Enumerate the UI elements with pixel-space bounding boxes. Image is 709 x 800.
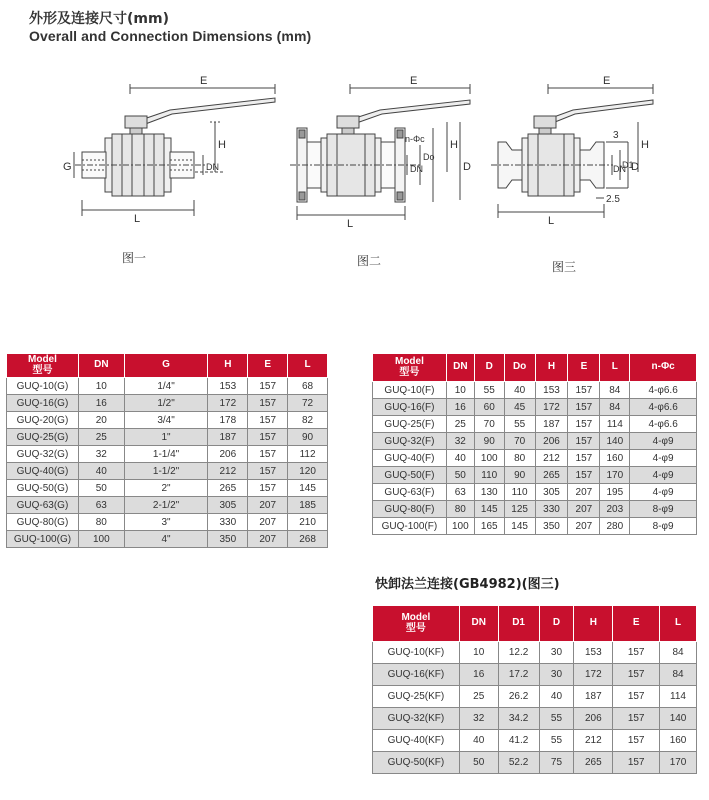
dim-label-e: E [410,75,418,87]
value-cell: 30 [539,664,574,686]
col-header-e: E [568,354,600,382]
value-cell: 52.2 [498,752,539,774]
value-cell: 63 [446,484,474,501]
model-cell: GUQ-100(F) [373,518,447,535]
value-cell: 55 [539,730,574,752]
value-cell: 50 [78,480,124,497]
value-cell: 2-1/2" [124,497,208,514]
value-cell: 170 [660,752,697,774]
value-cell: 170 [600,467,630,484]
value-cell: 178 [208,412,248,429]
value-cell: 187 [535,416,568,433]
value-cell: 157 [613,708,660,730]
model-cell: GUQ-32(KF) [373,708,460,730]
value-cell: 157 [248,463,288,480]
value-cell: 157 [613,686,660,708]
value-cell: 330 [535,501,568,518]
dim-label-e: E [603,75,611,87]
value-cell: 187 [208,429,248,446]
table-row [373,664,697,686]
table-row [7,395,328,412]
table-row [373,501,697,518]
value-cell: 90 [504,467,535,484]
value-cell: 10 [446,382,474,399]
col-header-l: L [660,606,697,642]
value-cell: 45 [504,399,535,416]
value-cell: 114 [660,686,697,708]
value-cell: 157 [248,378,288,395]
col-header-e: E [248,354,288,378]
value-cell: 84 [600,399,630,416]
dim-label-l: L [347,218,354,230]
table-row [373,484,697,501]
table-row [7,531,328,548]
value-cell: 55 [474,382,504,399]
value-cell: 40 [504,382,535,399]
model-cell: GUQ-32(F) [373,433,447,450]
value-cell: 40 [446,450,474,467]
model-cell: GUQ-50(G) [7,480,79,497]
col-header-e: E [613,606,660,642]
value-cell: 3" [124,514,208,531]
value-cell: 75 [539,752,574,774]
value-cell: 72 [288,395,328,412]
figure-3-label: 图三 [552,260,577,274]
table-row [373,518,697,535]
flanged-spec-table [372,353,697,535]
value-cell: 1" [124,429,208,446]
value-cell: 4-φ6.6 [630,399,697,416]
value-cell: 16 [459,664,498,686]
table-row [7,480,328,497]
model-cell: GUQ-63(F) [373,484,447,501]
value-cell: 172 [208,395,248,412]
model-cell: GUQ-80(G) [7,514,79,531]
page-title-en: Overall and Connection Dimensions (mm) [29,28,312,44]
value-cell: 212 [535,450,568,467]
col-header-model: Model 型号 [7,354,79,378]
value-cell: 114 [600,416,630,433]
value-cell: 350 [208,531,248,548]
model-cell: GUQ-25(F) [373,416,447,433]
value-cell: 3/4" [124,412,208,429]
dim-label-d: D [631,161,639,173]
model-cell: GUQ-25(G) [7,429,79,446]
table-row [7,446,328,463]
value-cell: 25 [459,686,498,708]
model-cell: GUQ-16(F) [373,399,447,416]
dim-label-dn: DN [206,162,219,172]
value-cell: 207 [568,501,600,518]
col-header-h: H [574,606,613,642]
value-cell: 4-φ9 [630,484,697,501]
value-cell: 1-1/2" [124,463,208,480]
value-cell: 110 [474,467,504,484]
figure-2-drawing [285,70,480,230]
model-cell: GUQ-80(F) [373,501,447,518]
value-cell: 157 [613,664,660,686]
figure-1-drawing [60,70,285,230]
value-cell: 157 [248,412,288,429]
table-row [373,433,697,450]
value-cell: 207 [248,531,288,548]
value-cell: 206 [574,708,613,730]
value-cell: 153 [535,382,568,399]
dim-label-l: L [134,213,141,225]
value-cell: 165 [474,518,504,535]
value-cell: 157 [248,446,288,463]
page-title-cn: 外形及连接尺寸(mm) [29,11,169,27]
value-cell: 157 [568,399,600,416]
value-cell: 157 [248,429,288,446]
value-cell: 82 [288,412,328,429]
value-cell: 160 [660,730,697,752]
dim-label-dn: DN [410,164,423,174]
figure-3-drawing [488,70,668,230]
value-cell: 1/2" [124,395,208,412]
dim-label-dn: DN [613,164,626,174]
dim-label-l: L [548,215,555,227]
value-cell: 157 [248,395,288,412]
dim-label-g: G [63,161,72,173]
value-cell: 100 [78,531,124,548]
table-row [373,416,697,433]
figure-1-label: 图一 [122,251,147,265]
value-cell: 268 [288,531,328,548]
figure-2-label: 图二 [357,254,382,268]
value-cell: 70 [504,433,535,450]
value-cell: 84 [660,664,697,686]
value-cell: 10 [78,378,124,395]
value-cell: 60 [474,399,504,416]
col-header-h: H [535,354,568,382]
value-cell: 63 [78,497,124,514]
value-cell: 90 [288,429,328,446]
model-cell: GUQ-10(KF) [373,642,460,664]
value-cell: 157 [568,433,600,450]
value-cell: 112 [288,446,328,463]
threaded-spec-table [6,353,328,548]
col-header-dn: DN [459,606,498,642]
value-cell: 207 [248,514,288,531]
value-cell: 8-φ9 [630,518,697,535]
model-cell: GUQ-16(G) [7,395,79,412]
dim-label-nphi: n-Φc [405,134,425,144]
value-cell: 12.2 [498,642,539,664]
value-cell: 172 [535,399,568,416]
dim-label-h: H [450,139,458,151]
value-cell: 157 [248,480,288,497]
dim-label-d1: D1 [622,160,634,170]
value-cell: 80 [446,501,474,518]
value-cell: 305 [208,497,248,514]
value-cell: 80 [78,514,124,531]
value-cell: 305 [535,484,568,501]
value-cell: 172 [574,664,613,686]
value-cell: 4-φ6.6 [630,416,697,433]
model-cell: GUQ-10(G) [7,378,79,395]
value-cell: 212 [574,730,613,752]
value-cell: 25 [78,429,124,446]
value-cell: 2" [124,480,208,497]
dim-label-2-5: 2.5 [606,194,620,205]
model-cell: GUQ-32(G) [7,446,79,463]
value-cell: 100 [474,450,504,467]
table-row [373,730,697,752]
table-row [373,467,697,484]
value-cell: 25 [446,416,474,433]
value-cell: 40 [539,686,574,708]
value-cell: 4-φ9 [630,467,697,484]
dim-label-do: Do [423,152,435,162]
value-cell: 84 [600,382,630,399]
col-header-g: G [124,354,208,378]
col-header-model: Model 型号 [373,606,460,642]
value-cell: 4-φ9 [630,450,697,467]
value-cell: 203 [600,501,630,518]
table-row [7,463,328,480]
col-header-dn: DN [446,354,474,382]
kf-section-heading: 快卸法兰连接(GB4982)(图三) [375,577,560,592]
dim-label-3: 3 [613,130,619,141]
value-cell: 265 [535,467,568,484]
value-cell: 41.2 [498,730,539,752]
value-cell: 157 [613,642,660,664]
value-cell: 140 [660,708,697,730]
value-cell: 4-φ6.6 [630,382,697,399]
value-cell: 212 [208,463,248,480]
value-cell: 50 [446,467,474,484]
table-row [7,497,328,514]
value-cell: 130 [474,484,504,501]
kf-spec-table [372,605,697,774]
value-cell: 110 [504,484,535,501]
col-header-model: Model 型号 [373,354,447,382]
col-header-dn: DN [78,354,124,378]
value-cell: 50 [459,752,498,774]
table-row [373,450,697,467]
value-cell: 8-φ9 [630,501,697,518]
value-cell: 157 [568,416,600,433]
valve-handle [135,98,275,126]
col-header-h: H [208,354,248,378]
value-cell: 26.2 [498,686,539,708]
table-row [373,752,697,774]
table-row [7,429,328,446]
value-cell: 32 [78,446,124,463]
value-cell: 4" [124,531,208,548]
value-cell: 1/4" [124,378,208,395]
value-cell: 145 [504,518,535,535]
value-cell: 210 [288,514,328,531]
value-cell: 1-1/4" [124,446,208,463]
dim-label-e: E [200,75,208,87]
value-cell: 10 [459,642,498,664]
value-cell: 90 [474,433,504,450]
model-cell: GUQ-40(G) [7,463,79,480]
table-row [373,642,697,664]
table-row [373,382,697,399]
value-cell: 195 [600,484,630,501]
value-cell: 153 [574,642,613,664]
model-cell: GUQ-25(KF) [373,686,460,708]
table-row [373,708,697,730]
model-cell: GUQ-63(G) [7,497,79,514]
col-header-do: Do [504,354,535,382]
value-cell: 207 [568,518,600,535]
value-cell: 265 [208,480,248,497]
value-cell: 68 [288,378,328,395]
value-cell: 206 [208,446,248,463]
value-cell: 120 [288,463,328,480]
value-cell: 16 [78,395,124,412]
value-cell: 160 [600,450,630,467]
dim-label-h: H [641,139,649,151]
value-cell: 140 [600,433,630,450]
value-cell: 20 [78,412,124,429]
value-cell: 55 [504,416,535,433]
value-cell: 265 [574,752,613,774]
value-cell: 125 [504,501,535,518]
model-cell: GUQ-16(KF) [373,664,460,686]
value-cell: 185 [288,497,328,514]
model-cell: GUQ-100(G) [7,531,79,548]
model-cell: GUQ-50(KF) [373,752,460,774]
value-cell: 34.2 [498,708,539,730]
model-cell: GUQ-10(F) [373,382,447,399]
value-cell: 350 [535,518,568,535]
col-header-d: D [539,606,574,642]
value-cell: 145 [474,501,504,518]
value-cell: 32 [459,708,498,730]
value-cell: 157 [613,730,660,752]
value-cell: 187 [574,686,613,708]
value-cell: 80 [504,450,535,467]
value-cell: 206 [535,433,568,450]
value-cell: 70 [474,416,504,433]
table-row [7,378,328,395]
table-row [373,399,697,416]
value-cell: 153 [208,378,248,395]
col-header-d: D [474,354,504,382]
dim-label-h: H [218,139,226,151]
model-cell: GUQ-40(F) [373,450,447,467]
value-cell: 55 [539,708,574,730]
value-cell: 330 [208,514,248,531]
table-row [7,514,328,531]
dim-label-d: D [463,161,471,173]
model-cell: GUQ-20(G) [7,412,79,429]
value-cell: 84 [660,642,697,664]
value-cell: 17.2 [498,664,539,686]
value-cell: 4-φ9 [630,433,697,450]
value-cell: 40 [459,730,498,752]
table-row [373,686,697,708]
value-cell: 30 [539,642,574,664]
col-header-nphi: n-Φc [630,354,697,382]
value-cell: 157 [568,450,600,467]
value-cell: 40 [78,463,124,480]
value-cell: 207 [568,484,600,501]
value-cell: 32 [446,433,474,450]
value-cell: 145 [288,480,328,497]
value-cell: 100 [446,518,474,535]
model-cell: GUQ-50(F) [373,467,447,484]
value-cell: 280 [600,518,630,535]
table-row [7,412,328,429]
col-header-d1: D1 [498,606,539,642]
value-cell: 157 [568,382,600,399]
value-cell: 16 [446,399,474,416]
col-header-l: L [600,354,630,382]
value-cell: 207 [248,497,288,514]
col-header-l: L [288,354,328,378]
model-cell: GUQ-40(KF) [373,730,460,752]
value-cell: 157 [568,467,600,484]
value-cell: 157 [613,752,660,774]
